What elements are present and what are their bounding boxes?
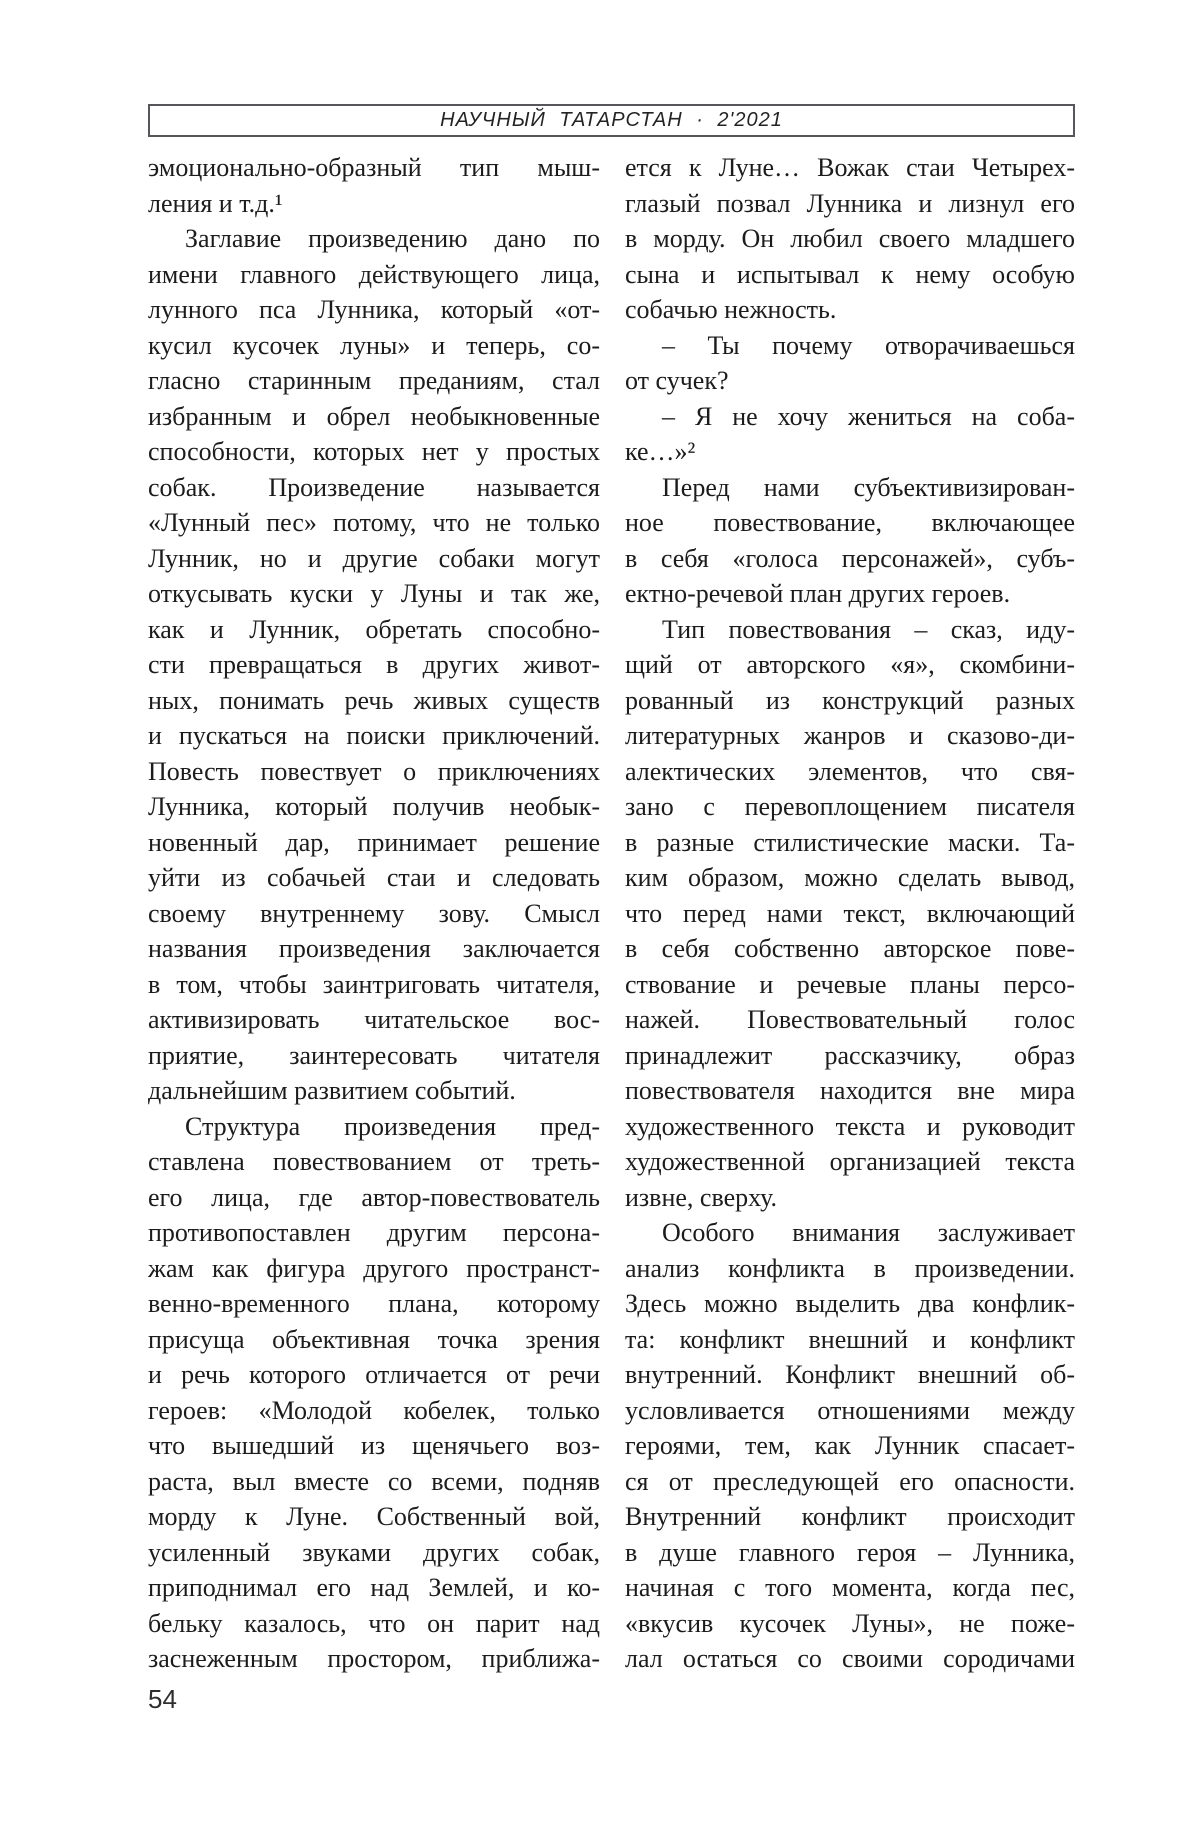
text-line: рованный из конструкций разных [625, 685, 1075, 715]
text-line: ектно-речевой план других героев. [625, 579, 1011, 608]
text-line: Структура произведения пред- [185, 1111, 600, 1141]
text-line: бельку казалось, что он парит над [148, 1608, 600, 1638]
text-line: откусывать куски у Луны и так же, [148, 579, 600, 608]
text-line: приятие, заинтересовать читателя [148, 1040, 600, 1070]
text-line: способности, которых нет у простых [148, 437, 600, 466]
text-line: избранным и обрел необыкновенные [148, 401, 600, 431]
text-line: лунного пса Лунника, который «от- [148, 295, 600, 324]
page-number: 54 [148, 1684, 177, 1714]
text-line: извне, сверху. [625, 1182, 778, 1212]
text-line: его лица, где автор-повествователь [148, 1182, 600, 1212]
text-line: эмоционально-образный тип мыш- [148, 153, 600, 182]
text-line: ствование и речевые планы персо- [625, 969, 1075, 999]
text-line: Заглавие произведению дано по [185, 224, 600, 253]
text-line: венно-временного плана, которому [148, 1289, 600, 1318]
text-line: ления и т.д.¹ [148, 188, 283, 218]
text-line: Повесть повествует о приключениях [148, 756, 600, 786]
text-line: нажей. Повествовательный голос [625, 1005, 1075, 1034]
text-line: кусил кусочек луны» и теперь, со- [148, 330, 600, 360]
text-line: в разные стилистические маски. Та- [625, 827, 1075, 857]
text-line: раста, выл вместе со всеми, подняв [148, 1466, 600, 1496]
text-line: «вкусив кусочек Луны», не поже- [625, 1608, 1075, 1638]
text-line: собачью нежность. [625, 295, 837, 324]
text-line: начиная с того момента, когда пес, [625, 1573, 1075, 1602]
text-line: дальнейшим развитием событий. [148, 1076, 516, 1105]
text-line: Лунника, который получив необык- [148, 792, 600, 821]
text-line: гласно старинным преданиям, стал [148, 366, 600, 395]
text-line: художественного текста и руководит [625, 1111, 1075, 1141]
article-body [148, 150, 1075, 1677]
text-line: Перед нами субъективизирован- [662, 472, 1075, 502]
text-line: повествователя находится вне мира [625, 1076, 1075, 1105]
text-line: имени главного действующего лица, [148, 259, 600, 289]
text-line: ется к Луне… Вожак стаи Четырех- [625, 153, 1075, 182]
text-line: что вышедший из щенячьего воз- [148, 1431, 600, 1460]
text-line: что перед нами текст, включающий [625, 898, 1075, 928]
text-line: морду к Луне. Собственный вой, [148, 1502, 600, 1531]
text-line: приподнимал его над Землей, и ко- [148, 1573, 600, 1602]
text-line: в себя «голоса персонажей», субъ- [625, 543, 1075, 573]
text-line: жам как фигура другого пространст- [148, 1253, 600, 1283]
text-line: сти превращаться в других живот- [148, 650, 600, 679]
text-line: активизировать читательское вос- [148, 1005, 600, 1034]
text-line: Особого внимания заслуживает [662, 1218, 1075, 1247]
text-line: Тип повествования – сказ, иду- [662, 614, 1075, 644]
text-line: в том, чтобы заинтриговать читателя, [148, 969, 600, 999]
text-line: и пускаться на поиски приключений. [148, 721, 600, 750]
text-line: заснеженным простором, приближа- [148, 1644, 600, 1673]
text-line: как и Лунник, обретать способно- [148, 614, 600, 644]
text-line: принадлежит рассказчику, образ [625, 1040, 1075, 1070]
text-line: лал остаться со своими сородичами [625, 1644, 1075, 1673]
text-line: присуща объективная точка зрения [148, 1324, 600, 1354]
text-line: условливается отношениями между [625, 1395, 1075, 1425]
text-line: Внутренний конфликт происходит [625, 1502, 1075, 1531]
text-line: в себя собственно авторское пове- [625, 934, 1075, 963]
text-line: героями, тем, как Лунник спасает- [625, 1431, 1075, 1460]
text-line: зано с перевоплощением писателя [625, 792, 1075, 821]
text-line: Лунник, но и другие собаки могут [148, 543, 600, 573]
text-line: та: конфликт внешний и конфликт [625, 1324, 1075, 1354]
text-column-right [625, 150, 1075, 1677]
text-line: героев: «Молодой кобелек, только [148, 1395, 600, 1425]
text-line: ке…»² [625, 437, 696, 466]
text-line: внутренний. Конфликт внешний об- [625, 1360, 1075, 1389]
text-line: глазый позвал Лунника и лизнул его [625, 188, 1075, 218]
text-column-left [148, 150, 600, 1677]
text-line: усиленный звуками других собак, [148, 1537, 600, 1567]
text-line: в душе главного героя – Лунника, [625, 1537, 1075, 1567]
text-line: своему внутреннему зову. Смысл [148, 898, 600, 928]
text-line: щий от авторского «я», скомбини- [625, 650, 1075, 679]
text-line: Здесь можно выделить два конфлик- [625, 1289, 1075, 1318]
text-line: собак. Произведение называется [148, 472, 600, 502]
text-line: ное повествование, включающее [625, 508, 1075, 537]
text-line: алектических элементов, что свя- [625, 756, 1075, 786]
text-line: ся от преследующей его опасности. [625, 1466, 1075, 1496]
text-line: уйти из собачьей стаи и следовать [148, 863, 600, 892]
text-line: сына и испытывал к нему особую [625, 259, 1075, 289]
text-line: ных, понимать речь живых существ [148, 685, 600, 715]
journal-header-box [148, 104, 1075, 137]
text-line: противопоставлен другим персона- [148, 1218, 600, 1247]
text-line: новенный дар, принимает решение [148, 827, 600, 857]
text-line: названия произведения заключается [148, 934, 600, 963]
text-line: художественной организацией текста [625, 1147, 1075, 1176]
text-line: в морду. Он любил своего младшего [625, 224, 1075, 253]
text-line: ким образом, можно сделать вывод, [625, 863, 1075, 892]
text-line: – Ты почему отворачиваешься [662, 330, 1075, 360]
text-line: – Я не хочу жениться на соба- [662, 401, 1075, 431]
journal-title: НАУЧНЫЙ ТАТАРСТАН · 2'2021 [440, 109, 783, 131]
text-line: ставлена повествованием от треть- [148, 1147, 600, 1176]
text-line: литературных жанров и сказово-ди- [625, 721, 1075, 750]
text-line: от сучек? [625, 366, 729, 395]
text-line: и речь которого отличается от речи [148, 1360, 600, 1389]
text-line: «Лунный пес» потому, что не только [148, 508, 600, 537]
text-line: анализ конфликта в произведении. [625, 1253, 1075, 1283]
